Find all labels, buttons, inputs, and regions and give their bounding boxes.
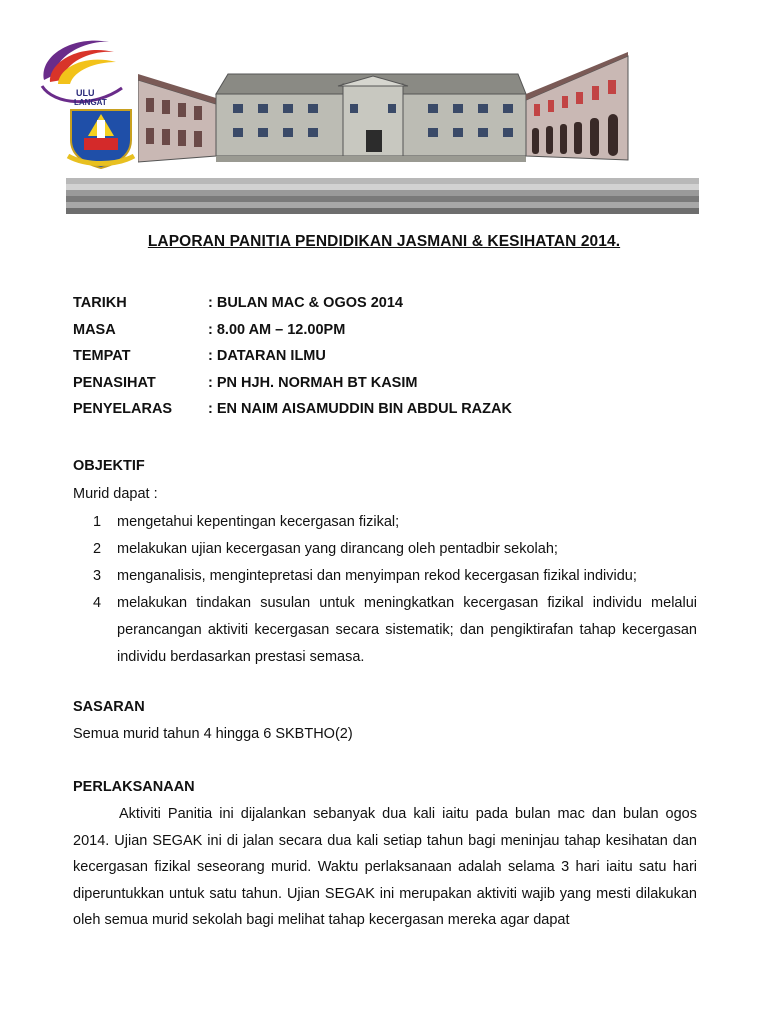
document-header	[0, 0, 768, 220]
list-item-number: 4	[93, 595, 102, 611]
list-item	[73, 563, 697, 590]
info-value: : BULAN MAC & OGOS 2014	[208, 295, 403, 311]
list-item-text: melakukan tindakan susulan untuk meningkatkan kecergasan fizikal individu melalui perancangan aktiviti kecergasan secara sistematik; dan pengiktirafan tahap kecergasan individu berdasarkan prestasi semasa.	[117, 595, 697, 665]
list-item-text: melakukan ujian kecergasan yang dirancang oleh pentadbir sekolah;	[117, 541, 558, 557]
info-row-tarikh	[73, 295, 512, 322]
objektif-intro: Murid dapat :	[73, 486, 158, 502]
info-table	[73, 295, 512, 428]
sasaran-text: Semua murid tahun 4 hingga 6 SKBTHO(2)	[73, 726, 353, 742]
info-value: : DATARAN ILMU	[208, 348, 326, 365]
school-building-illustration	[138, 52, 630, 164]
list-item	[73, 536, 697, 563]
objektif-heading: OBJEKTIF	[73, 458, 145, 474]
info-row-masa	[73, 322, 512, 349]
svg-text:ULU: ULU	[76, 88, 95, 98]
info-key: MASA	[73, 321, 116, 338]
sasaran-heading: SASARAN	[73, 699, 145, 715]
band-6	[66, 208, 699, 214]
list-item-text: mengetahui kepentingan kecergasan fizikal;	[117, 514, 400, 530]
info-value: : PN HJH. NORMAH BT KASIM	[208, 374, 418, 391]
list-item	[73, 509, 697, 536]
report-title: LAPORAN PANITIA PENDIDIKAN JASMANI & KESIHATAN 2014.	[147, 233, 621, 250]
list-item	[73, 590, 697, 671]
list-item-number: 3	[93, 568, 102, 584]
info-key: PENYELARAS	[73, 401, 173, 418]
info-value: : 8.00 AM – 12.00PM	[208, 321, 346, 338]
info-row-tempat	[73, 348, 512, 375]
perlaksanaan-text: Aktiviti Panitia ini dijalankan sebanyak dua kali iaitu pada bulan mac dan bulan ogos 2014. Ujian SEGAK ini di jalan secara dua kali setiap tahun bagi meninjau tahap kesihatan dan kecergasan fizikal seseorang murid. Waktu perlaksanaan adalah selama 3 hari iaitu satu hari diperuntukkan untuk satu tahun. Ujian SEGAK ini merupakan aktiviti wajib yang mesti dilakukan oleh semua murid sekolah bagi melihat tahap kecergasan mereka agar dapat	[73, 806, 697, 929]
list-item-number: 1	[93, 514, 102, 530]
school-crest-icon	[66, 106, 136, 170]
info-row-penasihat	[73, 375, 512, 402]
objektif-list	[73, 509, 697, 671]
info-value: : EN NAIM AISAMUDDIN BIN ABDUL RAZAK	[208, 401, 512, 418]
list-item-text: menganalisis, mengintepretasi dan menyimpan rekod kecergasan fizikal individu;	[117, 568, 637, 584]
district-logo	[34, 30, 128, 110]
info-key: PENASIHAT	[73, 374, 156, 391]
list-item-number: 2	[93, 541, 102, 557]
perlaksanaan-paragraph	[73, 801, 697, 934]
header-divider-bands	[66, 178, 699, 214]
info-key: TEMPAT	[73, 348, 131, 365]
svg-text:LANGAT: LANGAT	[74, 98, 107, 107]
info-row-penyelaras	[73, 401, 512, 428]
perlaksanaan-heading: PERLAKSANAAN	[73, 779, 195, 795]
info-key: TARIKH	[73, 295, 127, 311]
